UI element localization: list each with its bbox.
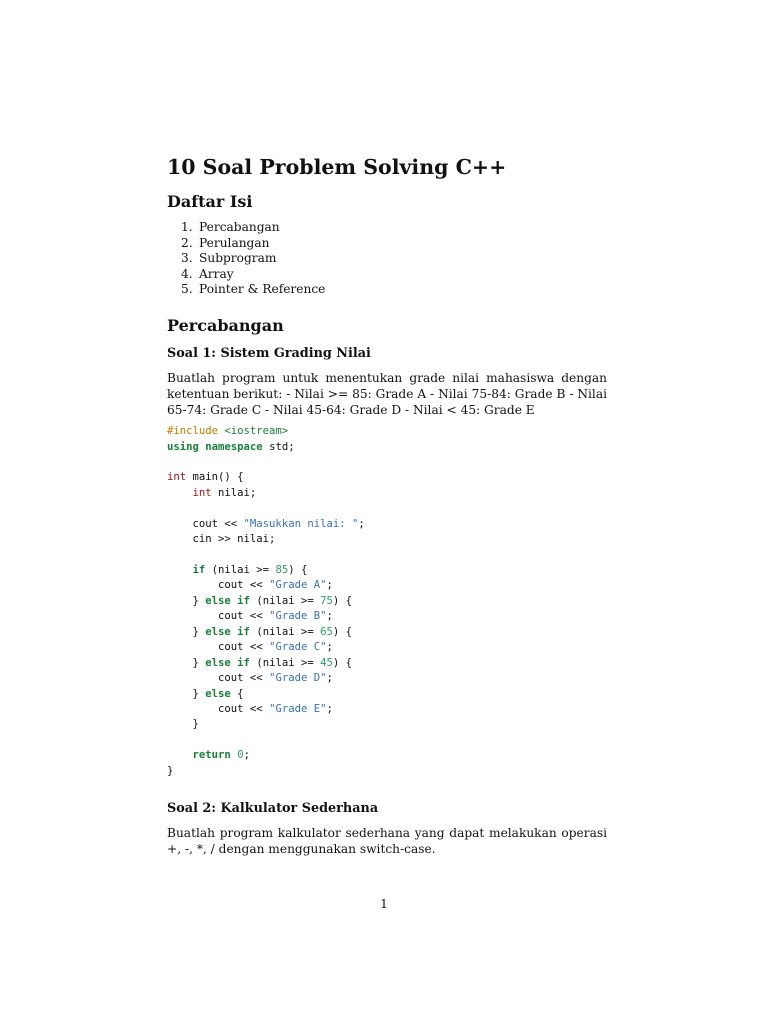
- code-token: (nilai >=: [249, 594, 321, 607]
- toc-list: [167, 220, 607, 298]
- toc-item-number: 1.: [181, 220, 193, 234]
- toc-item[interactable]: [181, 267, 607, 283]
- code-line: [167, 702, 607, 717]
- code-token: "Grade A": [269, 579, 327, 592]
- code-token: }: [167, 764, 174, 777]
- code-token: 0: [237, 749, 244, 762]
- toc-item-label: Percabangan: [199, 220, 280, 234]
- code-token: using: [167, 440, 199, 453]
- code-token: cout <<: [167, 579, 270, 592]
- code-token: if: [192, 564, 206, 577]
- code-token: ;: [358, 517, 365, 530]
- code-token: else if: [205, 594, 250, 607]
- code-token: 45: [320, 656, 333, 669]
- code-line: [167, 656, 607, 671]
- code-token: (nilai >=: [249, 656, 321, 669]
- code-line: [167, 501, 607, 516]
- toc-item-label: Array: [199, 266, 234, 281]
- code-block: [167, 424, 607, 779]
- code-token: main() {: [186, 471, 244, 484]
- code-token: int: [167, 471, 187, 484]
- code-token: ;: [326, 702, 333, 715]
- code-token: ) {: [332, 594, 353, 607]
- code-line: [167, 717, 607, 732]
- code-token: nilai;: [211, 486, 257, 499]
- code-token: "Masukkan nilai: ": [243, 517, 359, 530]
- code-line: [167, 470, 607, 485]
- code-token: }: [167, 718, 199, 731]
- code-token: else: [205, 687, 231, 700]
- code-token: cin >> nilai;: [167, 533, 276, 546]
- code-line: [167, 578, 607, 593]
- code-token: ) {: [332, 625, 353, 638]
- soal-2-description: Buatlah program kalkulator sederhana yang dapat melakukan operasi +, -, *, / dengan menggunakan switch-case.: [167, 826, 607, 857]
- code-token: cout <<: [167, 702, 270, 715]
- toc-item-label: Perulangan: [199, 235, 270, 250]
- code-token: "Grade B": [269, 610, 327, 623]
- toc-heading: Daftar Isi: [167, 192, 253, 211]
- code-line: [167, 455, 607, 470]
- toc-item-number: 4.: [181, 266, 193, 281]
- toc-item[interactable]: [181, 282, 607, 298]
- code-line: [167, 424, 607, 439]
- code-token: }: [167, 687, 206, 700]
- code-token: cout <<: [167, 610, 270, 623]
- code-line: [167, 563, 607, 578]
- code-token: 85: [275, 564, 289, 577]
- code-token: <iostream>: [224, 425, 289, 438]
- code-token: "Grade D": [269, 672, 327, 685]
- code-line: [167, 440, 607, 455]
- toc-item-number: 2.: [181, 235, 193, 250]
- code-token: 65: [320, 625, 333, 638]
- code-token: ;: [326, 579, 333, 592]
- soal-2-heading: Soal 2: Kalkulator Sederhana: [167, 801, 379, 817]
- code-token: else if: [205, 625, 250, 638]
- code-token: [167, 487, 193, 499]
- code-line: [167, 748, 607, 763]
- document-title: 10 Soal Problem Solving C++: [167, 155, 507, 179]
- code-token: cout <<: [167, 517, 244, 530]
- section-heading-percabangan: Percabangan: [167, 315, 284, 335]
- code-token: (nilai >=: [249, 625, 321, 638]
- code-token: else if: [205, 656, 250, 669]
- soal-1-description: Buatlah program untuk menentukan grade nilai mahasiswa dengan ketentuan berikut: - Nilai >= 85: Grade A - Nilai 75-84: Grade B - Nilai 65-74: Grade C - Nilai 45-64: Grade D - Nilai < 45: Grade E: [167, 370, 607, 417]
- code-token: 75: [320, 594, 333, 607]
- code-line: [167, 671, 607, 686]
- code-token: #include: [167, 425, 225, 438]
- toc-item[interactable]: [181, 251, 607, 267]
- code-token: int: [192, 486, 212, 499]
- code-token: }: [167, 594, 206, 607]
- code-line: [167, 609, 607, 624]
- toc-item-number: 3.: [181, 251, 193, 265]
- code-line: [167, 625, 607, 640]
- code-token: ;: [326, 672, 333, 685]
- code-line: [167, 764, 607, 779]
- code-token: namespace: [205, 440, 263, 453]
- code-token: cout <<: [167, 672, 270, 685]
- code-token: [167, 564, 193, 576]
- soal-1-heading: Soal 1: Sistem Grading Nilai: [167, 345, 371, 361]
- code-token: ) {: [288, 564, 308, 577]
- code-line: [167, 687, 607, 702]
- code-token: ) {: [332, 656, 353, 669]
- page-number: 1: [380, 897, 388, 911]
- code-token: [167, 749, 193, 761]
- code-line: [167, 548, 607, 563]
- code-token: {: [230, 687, 244, 700]
- code-token: return: [192, 749, 231, 762]
- code-line: [167, 532, 607, 547]
- code-token: }: [167, 656, 206, 669]
- code-line: [167, 640, 607, 655]
- code-token: std;: [262, 440, 295, 453]
- code-line: [167, 517, 607, 532]
- toc-item-label: Pointer & Reference: [199, 282, 326, 296]
- code-token: "Grade E": [269, 702, 327, 715]
- code-token: ;: [243, 749, 250, 762]
- toc-item[interactable]: [181, 236, 607, 252]
- toc-item-number: 5.: [181, 282, 193, 296]
- code-token: "Grade C": [269, 641, 327, 654]
- code-token: ;: [326, 610, 333, 623]
- toc-item-label: Subprogram: [199, 251, 277, 265]
- code-line: [167, 594, 607, 609]
- code-line: [167, 733, 607, 748]
- code-token: (nilai >=: [205, 564, 276, 577]
- code-token: cout <<: [167, 641, 270, 654]
- code-token: ;: [326, 641, 333, 654]
- code-token: }: [167, 625, 206, 638]
- code-line: [167, 486, 607, 501]
- toc-item[interactable]: [181, 220, 607, 236]
- page-content: [167, 152, 607, 858]
